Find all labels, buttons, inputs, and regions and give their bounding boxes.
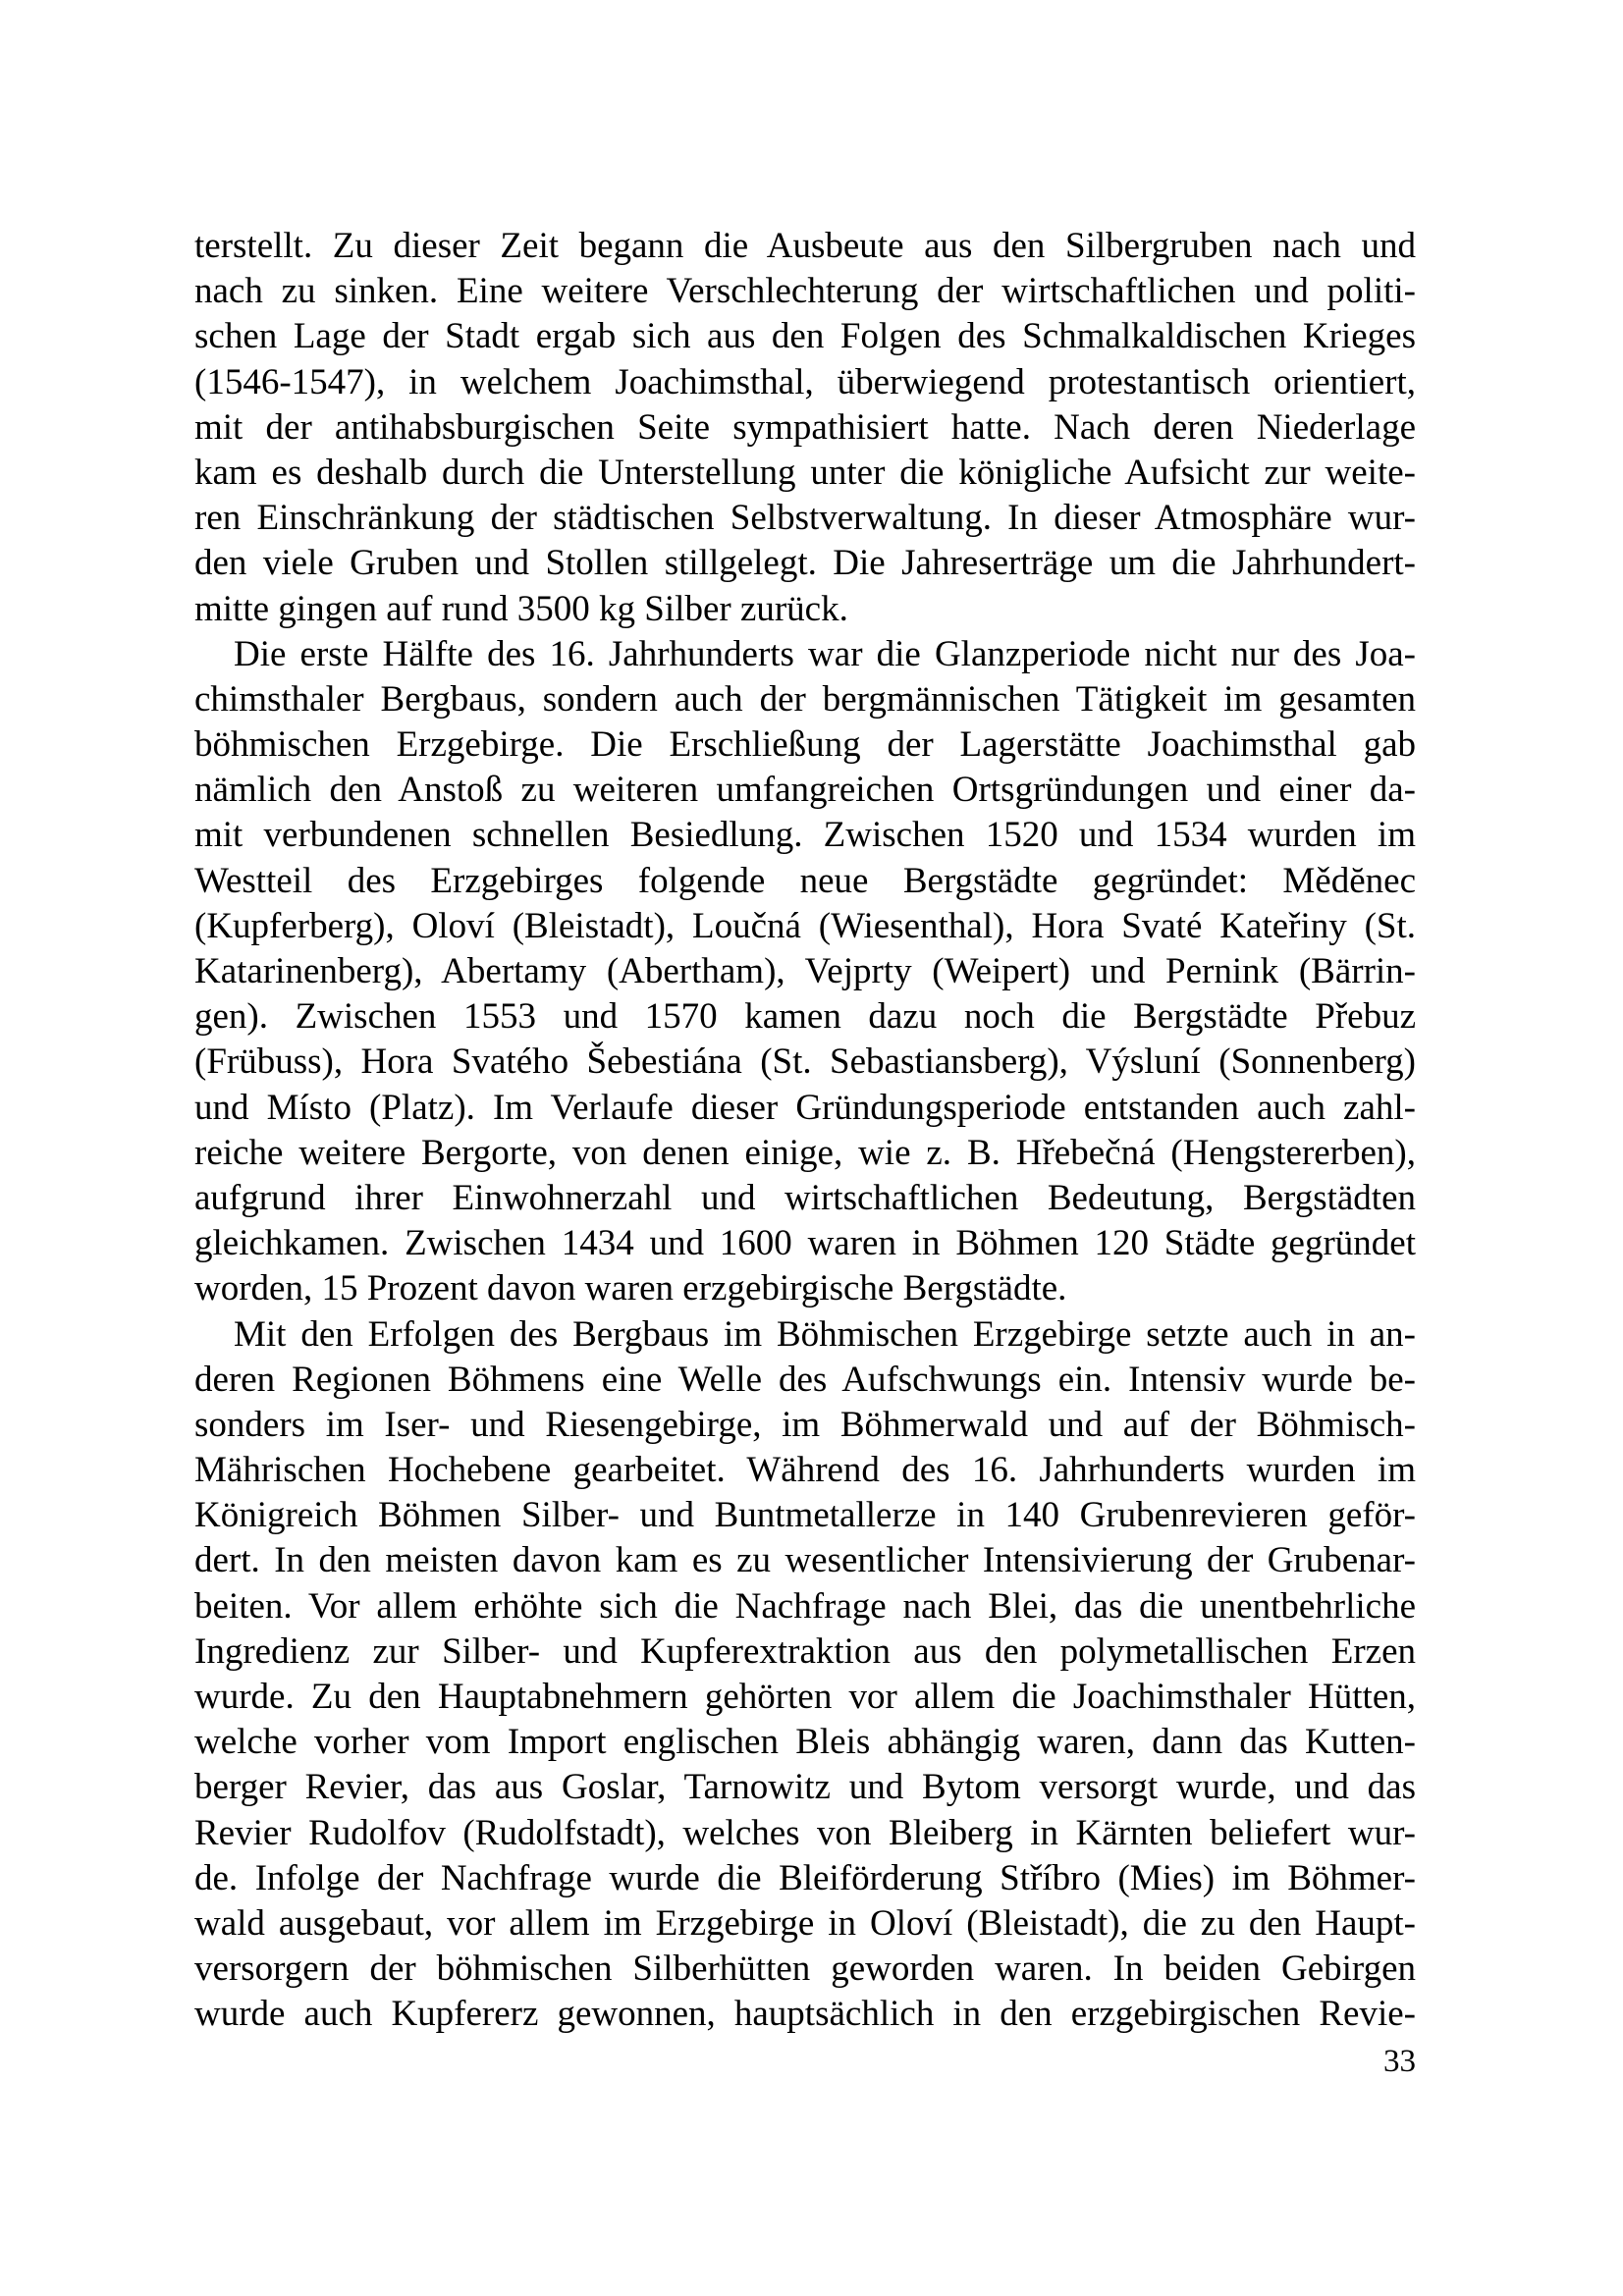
text-line: wurde. Zu den Hauptabnehmern gehörten vor allem die Joachimsthaler Hütten, (194, 1677, 1416, 1717)
text-line: Die erste Hälfte des 16. Jahrhunderts war die Glanzperiode nicht nur des Joa- (234, 633, 1416, 674)
text-line: de. Infolge der Nachfrage wurde die Bleiförderung Stříbro (Mies) im Böhmer- (194, 1857, 1416, 1898)
text-line: mit der antihabsburgischen Seite sympathisiert hatte. Nach deren Niederlage (194, 406, 1416, 448)
text-line: gen). Zwischen 1553 und 1570 kamen dazu noch die Bergstädte Přebuz (194, 996, 1416, 1038)
paragraph (194, 632, 1416, 1312)
text-line: schen Lage der Stadt ergab sich aus den Folgen des Schmalkaldischen Krieges (194, 316, 1416, 357)
page-body (194, 224, 1416, 2038)
text-line: reiche weitere Bergorte, von denen einige, wie z. B. Hřebečná (Hengstererben), (194, 1132, 1416, 1173)
text-line: terstellt. Zu dieser Zeit begann die Ausbeute aus den Silbergruben nach und (194, 226, 1416, 266)
text-line: mit verbundenen schnellen Besiedlung. Zwischen 1520 und 1534 wurden im (194, 815, 1416, 856)
text-line: wurde auch Kupfererz gewonnen, hauptsächlich in den erzgebirgischen Revie- (194, 1994, 1416, 2035)
text-line: nämlich den Anstoß zu weiteren umfangreichen Ortsgründungen und einer da- (194, 770, 1416, 811)
text-line: aufgrund ihrer Einwohnerzahl und wirtschaftlichen Bedeutung, Bergstädten (194, 1177, 1416, 1218)
text-line: (1546-1547), in welchem Joachimsthal, überwiegend protestantisch orientiert, (194, 361, 1416, 402)
text-line: sonders im Iser- und Riesengebirge, im Böhmerwald und auf der Böhmisch- (194, 1404, 1416, 1445)
text-line: Katarinenberg), Abertamy (Abertham), Vejprty (Weipert) und Pernink (Bärrin- (194, 951, 1416, 991)
text-line: ren Einschränkung der städtischen Selbstverwaltung. In dieser Atmosphäre wur- (194, 498, 1416, 539)
text-line: Mährischen Hochebene gearbeitet. Während des 16. Jahrhunderts wurden im (194, 1450, 1416, 1491)
text-line: gleichkamen. Zwischen 1434 und 1600 waren in Böhmen 120 Städte gegründet (194, 1223, 1416, 1264)
text-line: böhmischen Erzgebirge. Die Erschließung der Lagerstätte Joachimsthal gab (194, 724, 1416, 766)
text-line: Ingredienz zur Silber- und Kupferextraktion aus den polymetallischen Erzen (194, 1630, 1416, 1672)
text-line: dert. In den meisten davon kam es zu wesentlicher Intensivierung der Grubenar- (194, 1540, 1416, 1581)
text-line: chimsthaler Bergbaus, sondern auch der bergmännischen Tätigkeit im gesamten (194, 678, 1416, 720)
paragraph (194, 1312, 1416, 2038)
text-line: berger Revier, das aus Goslar, Tarnowitz und Bytom versorgt wurde, und das (194, 1767, 1416, 1808)
text-line: Königreich Böhmen Silber- und Buntmetallerze in 140 Grubenrevieren geför- (194, 1495, 1416, 1536)
page-number: 33 (1383, 2044, 1416, 2079)
text-line: Revier Rudolfov (Rudolfstadt), welches von Bleiberg in Kärnten beliefert wur- (194, 1812, 1416, 1853)
text-line: nach zu sinken. Eine weitere Verschlechterung der wirtschaftlichen und politi- (194, 271, 1416, 312)
paragraph (194, 224, 1416, 632)
text-line: den viele Gruben und Stollen stillgelegt. Die Jahreserträge um die Jahrhundert- (194, 543, 1416, 584)
text-line: beiten. Vor allem erhöhte sich die Nachfrage nach Blei, das die unentbehrliche (194, 1585, 1416, 1627)
text-line: mitte gingen auf rund 3500 kg Silber zurück. (194, 588, 848, 629)
text-line: Mit den Erfolgen des Bergbaus im Böhmischen Erzgebirge setzte auch in an- (234, 1313, 1416, 1355)
text-line: wald ausgebaut, vor allem im Erzgebirge in Oloví (Bleistadt), die zu den Haupt- (194, 1902, 1416, 1944)
text-line: worden, 15 Prozent davon waren erzgebirgische Bergstädte. (194, 1268, 1067, 1309)
text-line: deren Regionen Böhmens eine Welle des Aufschwungs ein. Intensiv wurde be- (194, 1359, 1416, 1400)
text-line: welche vorher vom Import englischen Bleis abhängig waren, dann das Kutten- (194, 1722, 1416, 1763)
text-line: und Místo (Platz). Im Verlaufe dieser Gründungsperiode entstanden auch zahl- (194, 1087, 1416, 1128)
text-line: versorgern der böhmischen Silberhütten geworden waren. In beiden Gebirgen (194, 1949, 1416, 1990)
text-line: kam es deshalb durch die Unterstellung unter die königliche Aufsicht zur weite- (194, 452, 1416, 493)
text-line: Westteil des Erzgebirges folgende neue Bergstädte gegründet: Mědĕnec (194, 860, 1416, 901)
text-line: (Kupferberg), Oloví (Bleistadt), Loučná (Wiesenthal), Hora Svaté Kateřiny (St. (194, 905, 1416, 946)
text-line: (Frübuss), Hora Svatého Šebestiána (St. Sebastiansberg), Výsluní (Sonnenberg) (194, 1041, 1416, 1083)
